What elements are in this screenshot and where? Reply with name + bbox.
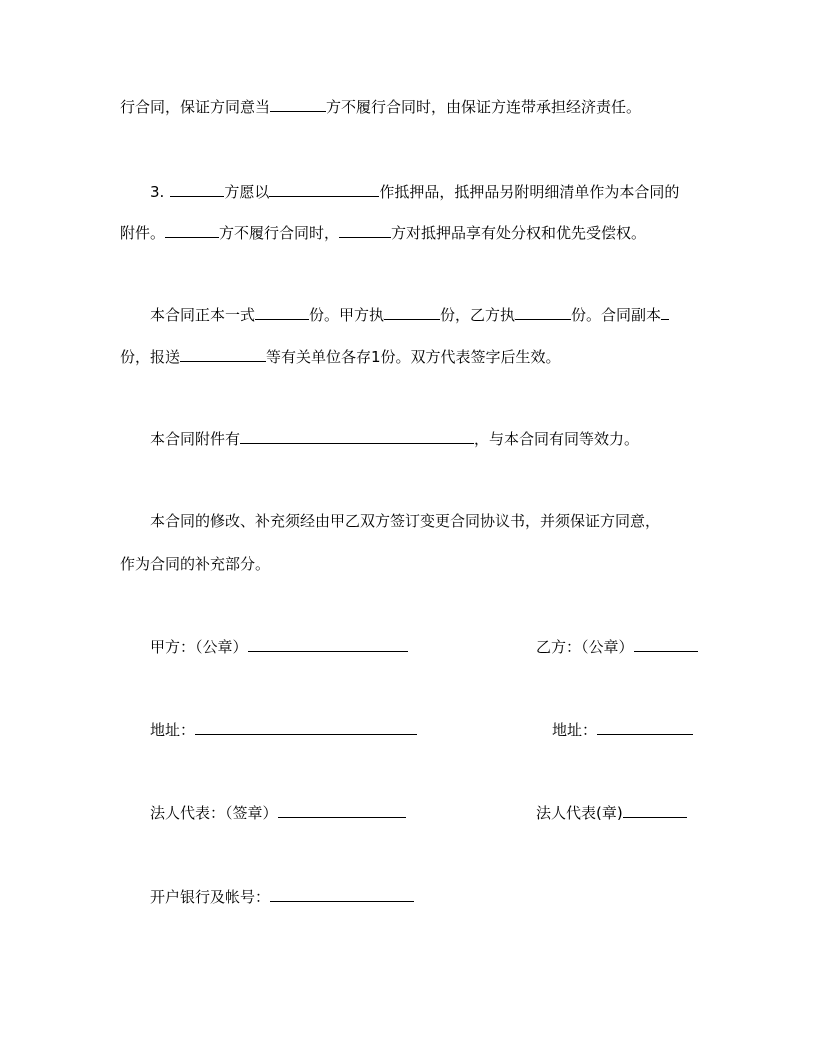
blank-party (270, 96, 326, 112)
text-run: 份，乙方执 (440, 306, 516, 324)
text-run: 等有关单位各存1份。双方代表签字后生效。 (266, 348, 561, 366)
legal-rep-party-b (536, 802, 687, 823)
text-run: 份。合同副本 (571, 306, 662, 324)
blank-party (339, 222, 391, 238)
clause-line-collateral-2 (120, 222, 646, 243)
clause-line-collateral-1 (150, 181, 679, 202)
blank-count (515, 304, 571, 320)
address-party-b (552, 719, 693, 740)
blank-count (661, 304, 669, 320)
blank-attachments (240, 428, 474, 444)
address-label: 地址： (150, 721, 196, 739)
text-run: 方不履行合同时， (219, 224, 340, 242)
text-run: 作为合同的补充部分。 (120, 555, 271, 573)
legal-rep-label: 法人代表(章) (536, 804, 623, 822)
signature-party-b (536, 636, 698, 657)
signature-label: 甲方：（公章） (150, 638, 248, 656)
address-party-a (150, 719, 417, 740)
text-run: 方不履行合同时，由保证方连带承担经济责任。 (326, 98, 642, 116)
clause-line-attachments (150, 428, 639, 449)
bank-account (150, 886, 414, 907)
clause-line-amendment-1 (150, 511, 660, 531)
blank-count (384, 304, 440, 320)
address-blank (597, 719, 693, 735)
blank-collateral (269, 181, 379, 197)
legal-rep-label: 法人代表：（签章） (150, 804, 278, 822)
address-blank (195, 719, 417, 735)
blank-party (170, 181, 224, 197)
text-run: ，与本合同有同等效力。 (474, 430, 640, 448)
text-run: 附件。 (120, 224, 166, 242)
signature-blank (634, 636, 698, 652)
text-run: 本合同的修改、补充须经由甲乙双方签订变更合同协议书，并须保证方同意， (150, 512, 661, 530)
clause-number: 3. (150, 183, 165, 201)
clause-line-guarantee (120, 96, 641, 117)
address-label: 地址： (552, 721, 598, 739)
blank-count (255, 304, 309, 320)
signature-blank (248, 636, 408, 652)
text-run: 作抵押品，抵押品另附明细清单作为本合同的 (379, 183, 680, 201)
bank-blank (270, 886, 414, 902)
text-run: 本合同附件有 (150, 430, 241, 448)
legal-rep-party-a (150, 802, 406, 823)
legal-rep-blank (623, 802, 687, 818)
text-run: 行合同，保证方同意当 (120, 98, 271, 116)
text-run: 本合同正本一式 (150, 306, 256, 324)
blank-party (165, 222, 219, 238)
blank-recipient (180, 346, 266, 362)
signature-label: 乙方：（公章） (536, 638, 634, 656)
text-run: 方愿以 (224, 183, 270, 201)
text-run: 份。甲方执 (309, 306, 385, 324)
clause-line-copies-1 (150, 304, 669, 325)
text-run: 方对抵押品享有处分权和优先受偿权。 (391, 224, 647, 242)
signature-party-a (150, 636, 408, 657)
legal-rep-blank (278, 802, 406, 818)
text-run: 份，报送 (120, 348, 181, 366)
bank-label: 开户银行及帐号： (150, 888, 271, 906)
clause-line-copies-2 (120, 346, 561, 367)
clause-line-amendment-2 (120, 554, 270, 574)
